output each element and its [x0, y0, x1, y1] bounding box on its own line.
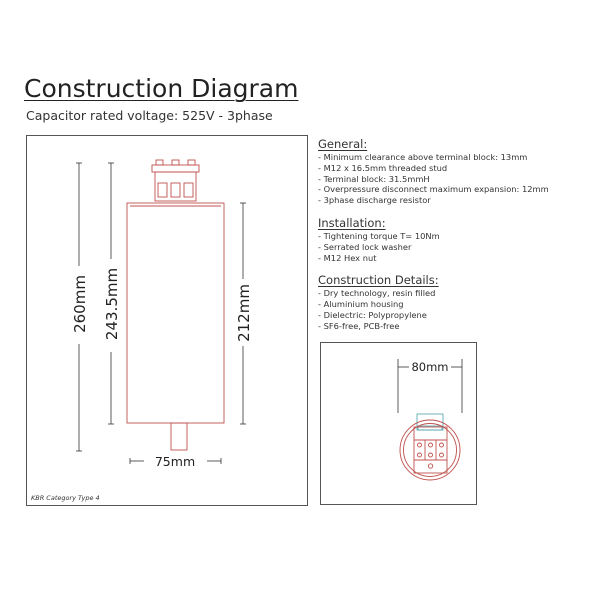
dim-can-height-label: 212mm [235, 284, 253, 342]
dim-overall-height-label: 260mm [71, 275, 89, 333]
general-item: - Terminal block: 31.5mmH [318, 173, 430, 184]
installation-item: - Tightening torque T= 10Nm [318, 230, 440, 241]
dim-top-diameter-label: 80mm [411, 360, 449, 374]
general-item: - Minimum clearance above terminal block: 13mm [318, 152, 528, 162]
category-caption: KBR Category Type 4 [31, 494, 100, 502]
installation-item: - M12 Hex nut [318, 252, 377, 263]
installation-section [318, 216, 593, 263]
general-heading: General: [318, 137, 368, 151]
top-view-panel [320, 342, 477, 505]
construction-item: - Dielectric: Polypropylene [318, 309, 427, 320]
installation-item: - Serrated lock washer [318, 241, 412, 252]
top-view-drawing [321, 343, 476, 504]
dim-body-height-label: 243.5mm [103, 267, 121, 341]
side-view-panel [26, 135, 308, 506]
construction-heading: Construction Details: [318, 273, 439, 288]
installation-heading: Installation: [318, 215, 386, 230]
general-section [318, 137, 593, 206]
page-title: Construction Diagram [24, 74, 299, 103]
capacitor-top-outline [400, 420, 460, 480]
construction-item: - Dry technology, resin filled [318, 288, 436, 299]
page-subtitle: Capacitor rated voltage: 525V - 3phase [26, 108, 273, 123]
construction-section [318, 273, 593, 331]
terminal-clearance-outline [417, 414, 443, 430]
specifications [318, 137, 593, 342]
general-item: - Overpressure disconnect maximum expansion: 12mm [318, 184, 549, 195]
construction-item: - SF6-free, PCB-free [318, 320, 400, 331]
capacitor-side-outline [127, 160, 224, 450]
dim-diameter-label: 75mm [154, 454, 196, 469]
general-item: - M12 x 16.5mm threaded stud [318, 162, 448, 173]
side-view-drawing [27, 136, 307, 505]
general-item: - 3phase discharge resistor [318, 195, 431, 206]
construction-item: - Aluminium housing [318, 299, 404, 310]
